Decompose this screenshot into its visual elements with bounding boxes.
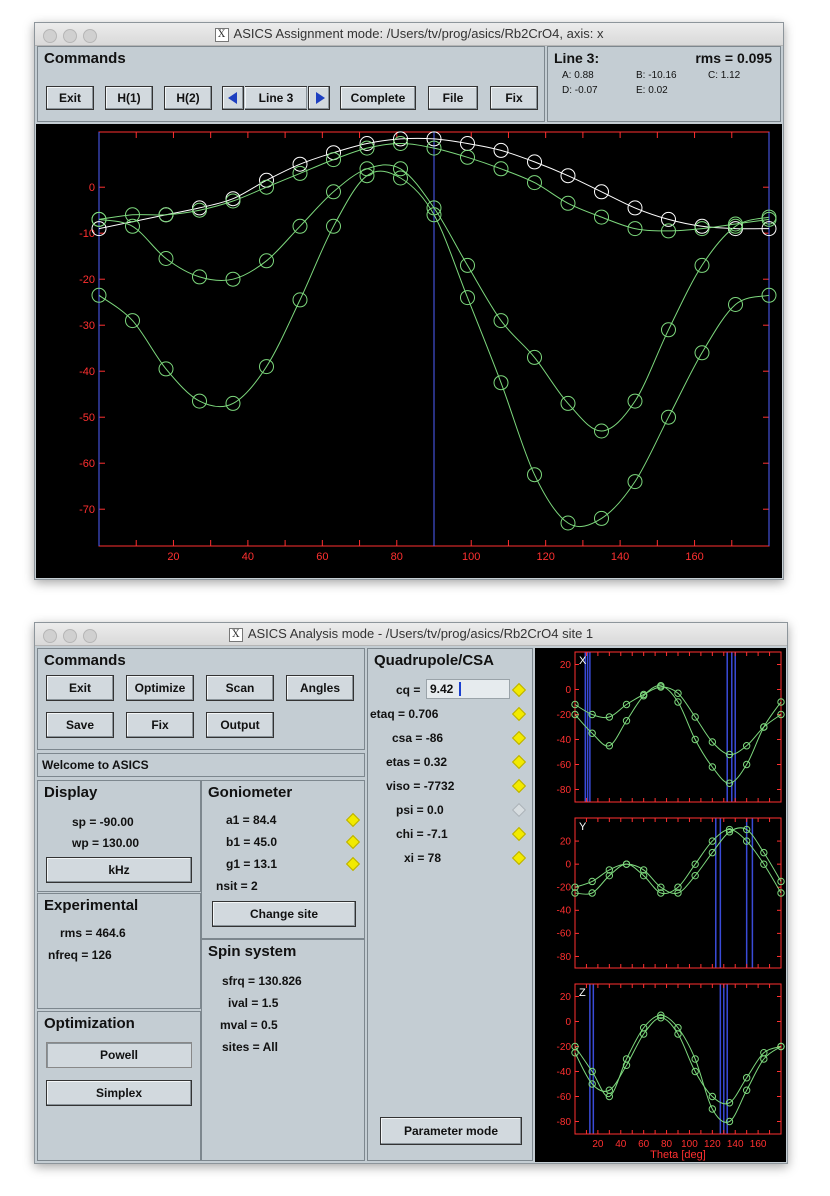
scan-button[interactable]: Scan bbox=[206, 675, 274, 701]
xi-value: xi = 78 bbox=[404, 851, 442, 865]
chart-axis-label: Y bbox=[579, 821, 587, 833]
param-a: A: 0.88 bbox=[562, 70, 594, 81]
x-tick-label: 100 bbox=[681, 1139, 698, 1150]
display-title: Display bbox=[44, 784, 98, 801]
close-icon[interactable] bbox=[43, 629, 57, 643]
next-line-button[interactable] bbox=[308, 86, 330, 110]
y-tick-label: -40 bbox=[556, 905, 571, 917]
experimental-panel bbox=[37, 893, 201, 1009]
y-tick-label: -80 bbox=[556, 951, 571, 963]
assignment-plot[interactable] bbox=[36, 124, 782, 578]
param-b: B: -10.16 bbox=[636, 70, 677, 81]
parameter-mode-button[interactable]: Parameter mode bbox=[380, 1117, 522, 1145]
commands-title: Commands bbox=[44, 652, 126, 669]
x-axis-title: Theta [deg] bbox=[650, 1149, 706, 1161]
x-tick-label: 120 bbox=[536, 551, 555, 563]
plot-frame bbox=[575, 984, 781, 1134]
experimental-title: Experimental bbox=[44, 897, 139, 914]
sp-value: sp = -90.00 bbox=[72, 815, 134, 829]
param-c: C: 1.12 bbox=[708, 70, 741, 81]
assignment-titlebar[interactable] bbox=[35, 23, 783, 46]
cq-input[interactable] bbox=[426, 679, 510, 699]
psi-value: psi = 0.0 bbox=[396, 803, 444, 817]
zoom-icon[interactable] bbox=[83, 29, 97, 43]
y-tick-label: 20 bbox=[559, 836, 571, 848]
y-tick-label: -20 bbox=[556, 882, 571, 894]
y-tick-label: 20 bbox=[559, 991, 571, 1003]
output-button[interactable]: Output bbox=[206, 712, 274, 738]
etaq-marker-icon[interactable] bbox=[512, 707, 526, 721]
viso-value: viso = -7732 bbox=[386, 779, 455, 793]
cq-marker-icon[interactable] bbox=[512, 683, 526, 697]
y-tick-label: 0 bbox=[565, 859, 571, 871]
y-tick-label: -10 bbox=[79, 227, 95, 240]
x-tick-label: 60 bbox=[316, 551, 329, 563]
text-cursor bbox=[459, 682, 461, 696]
nfreq-value: nfreq = 126 bbox=[48, 948, 112, 962]
y-tick-label: -40 bbox=[556, 734, 571, 746]
y-tick-label: -20 bbox=[556, 1041, 571, 1053]
x-tick-label: 20 bbox=[592, 1139, 604, 1150]
optimize-button[interactable]: Optimize bbox=[126, 675, 194, 701]
triangle-right-icon bbox=[316, 92, 325, 104]
x-tick-label: 40 bbox=[241, 551, 255, 563]
viso-marker-icon[interactable] bbox=[512, 779, 526, 793]
rms-value: rms = 0.095 bbox=[695, 50, 772, 66]
fix-button[interactable]: Fix bbox=[490, 86, 538, 110]
exit-button[interactable]: Exit bbox=[46, 675, 114, 701]
y-tick-label: -40 bbox=[556, 1066, 571, 1078]
xyz-charts[interactable] bbox=[535, 648, 786, 1162]
simplex-button[interactable]: Simplex bbox=[46, 1080, 192, 1106]
psi-marker-icon[interactable] bbox=[512, 803, 526, 817]
minimize-icon[interactable] bbox=[63, 29, 77, 43]
prev-line-button[interactable] bbox=[222, 86, 244, 110]
y-tick-label: -60 bbox=[556, 759, 571, 771]
mval-value: mval = 0.5 bbox=[220, 1018, 278, 1032]
y-tick-label: 0 bbox=[88, 181, 95, 194]
chart-axis-label: X bbox=[579, 655, 587, 667]
x-tick-label: 20 bbox=[167, 551, 180, 563]
x-tick-label: 140 bbox=[726, 1139, 744, 1150]
optimization-title: Optimization bbox=[44, 1015, 135, 1032]
y-tick-label: -20 bbox=[556, 709, 571, 721]
g1-marker-icon[interactable] bbox=[346, 857, 360, 871]
quadrupole-title: Quadrupole/CSA bbox=[374, 652, 495, 669]
analysis-commands-panel bbox=[37, 648, 365, 750]
cq-value: 9.42 bbox=[430, 682, 454, 696]
file-button[interactable]: File bbox=[428, 86, 478, 110]
close-icon[interactable] bbox=[43, 29, 57, 43]
quadrupole-panel bbox=[367, 648, 533, 1161]
y-tick-label: 20 bbox=[559, 659, 571, 671]
analysis-plots[interactable] bbox=[535, 648, 786, 1162]
etaq-value: etaq = 0.706 bbox=[370, 707, 439, 721]
y-tick-label: -80 bbox=[556, 784, 571, 796]
change-site-button[interactable]: Change site bbox=[212, 901, 356, 927]
rms-value: rms = 464.6 bbox=[60, 926, 126, 940]
x-tick-label: 80 bbox=[390, 551, 403, 563]
goniometer-panel bbox=[201, 780, 365, 939]
xi-marker-icon[interactable] bbox=[512, 851, 526, 865]
x-tick-label: 40 bbox=[615, 1139, 627, 1150]
angles-button[interactable]: Angles bbox=[286, 675, 354, 701]
x11-icon: X bbox=[229, 628, 243, 642]
y-tick-label: -60 bbox=[556, 928, 571, 940]
etas-marker-icon[interactable] bbox=[512, 755, 526, 769]
analysis-window bbox=[34, 622, 788, 1164]
assignment-chart[interactable] bbox=[36, 124, 782, 578]
x-tick-label: 160 bbox=[685, 551, 704, 563]
plot-frame bbox=[575, 652, 781, 802]
window-title: ASICS Assignment mode: /Users/tv/prog/asics/Rb2CrO4, axis: x bbox=[233, 26, 604, 41]
minimize-icon[interactable] bbox=[63, 629, 77, 643]
y-tick-label: -20 bbox=[79, 273, 95, 286]
analysis-titlebar[interactable] bbox=[35, 623, 787, 646]
param-e: E: 0.02 bbox=[636, 85, 668, 96]
commands-panel bbox=[37, 46, 545, 122]
line-selector[interactable]: Line 3 bbox=[245, 86, 307, 110]
welcome-text: Welcome to ASICS bbox=[42, 758, 149, 772]
etas-value: etas = 0.32 bbox=[386, 755, 448, 769]
h1-button[interactable]: H(1) bbox=[105, 86, 153, 110]
window-controls bbox=[43, 628, 103, 650]
ival-value: ival = 1.5 bbox=[228, 996, 279, 1010]
khz-button[interactable]: kHz bbox=[46, 857, 192, 883]
series-line bbox=[575, 686, 781, 784]
x-tick-label: 160 bbox=[749, 1139, 767, 1150]
y-tick-label: 0 bbox=[565, 684, 571, 696]
chi-value: chi = -7.1 bbox=[396, 827, 448, 841]
powell-button[interactable]: Powell bbox=[46, 1042, 192, 1068]
y-tick-label: -60 bbox=[79, 457, 95, 470]
welcome-bar bbox=[37, 753, 365, 777]
save-button[interactable]: Save bbox=[46, 712, 114, 738]
x-tick-label: 60 bbox=[638, 1139, 650, 1150]
csa-marker-icon[interactable] bbox=[512, 731, 526, 745]
goniometer-title: Goniometer bbox=[208, 784, 293, 801]
wp-value: wp = 130.00 bbox=[72, 836, 140, 850]
a1-marker-icon[interactable] bbox=[346, 813, 360, 827]
y-tick-label: -40 bbox=[79, 365, 95, 378]
line-info-panel bbox=[547, 46, 781, 122]
x-tick-label: 80 bbox=[660, 1139, 673, 1150]
g1-value: g1 = 13.1 bbox=[226, 857, 278, 871]
y-tick-label: -80 bbox=[556, 1116, 571, 1128]
csa-value: csa = -86 bbox=[392, 731, 444, 745]
line-label: Line 3: bbox=[554, 50, 600, 66]
commands-title: Commands bbox=[44, 50, 126, 67]
optimization-panel bbox=[37, 1011, 201, 1161]
b1-marker-icon[interactable] bbox=[346, 835, 360, 849]
sfrq-value: sfrq = 130.826 bbox=[222, 974, 302, 988]
x-tick-label: 100 bbox=[462, 551, 481, 563]
series-line bbox=[575, 830, 781, 895]
a1-value: a1 = 84.4 bbox=[226, 813, 277, 827]
fix-button[interactable]: Fix bbox=[126, 712, 194, 738]
chart-axis-label: Z bbox=[579, 987, 586, 999]
sites-value: sites = All bbox=[222, 1040, 278, 1054]
b1-value: b1 = 45.0 bbox=[226, 835, 278, 849]
y-tick-label: -30 bbox=[79, 319, 95, 332]
window-title: ASICS Analysis mode - /Users/tv/prog/asics/Rb2CrO4 site 1 bbox=[247, 626, 594, 641]
y-tick-label: -70 bbox=[79, 503, 95, 516]
nsit-value: nsit = 2 bbox=[216, 879, 258, 893]
exit-button[interactable]: Exit bbox=[46, 86, 94, 110]
y-tick-label: -50 bbox=[79, 411, 95, 424]
h2-button[interactable]: H(2) bbox=[164, 86, 212, 110]
spin-system-title: Spin system bbox=[208, 943, 297, 960]
zoom-icon[interactable] bbox=[83, 629, 97, 643]
display-panel bbox=[37, 780, 201, 892]
cq-label: cq = bbox=[396, 683, 421, 697]
x-tick-label: 140 bbox=[610, 551, 630, 563]
x11-icon: X bbox=[215, 28, 229, 42]
x-tick-label: 120 bbox=[703, 1139, 721, 1150]
y-tick-label: -60 bbox=[556, 1091, 571, 1103]
assignment-window bbox=[34, 22, 784, 580]
spin-system-panel bbox=[201, 939, 365, 1161]
triangle-left-icon bbox=[228, 92, 237, 104]
complete-button[interactable]: Complete bbox=[340, 86, 416, 110]
y-tick-label: 0 bbox=[565, 1016, 571, 1028]
param-d: D: -0.07 bbox=[562, 85, 598, 96]
chi-marker-icon[interactable] bbox=[512, 827, 526, 841]
